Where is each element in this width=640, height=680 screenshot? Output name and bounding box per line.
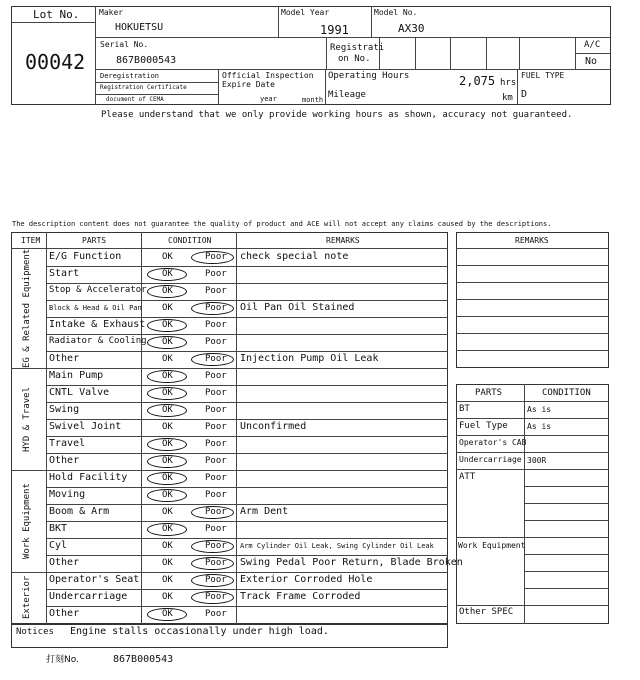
part-name: Operator's Seat	[49, 574, 140, 585]
right-condition-value: As is	[527, 422, 552, 431]
remark-text: Exterior Corroded Hole	[240, 574, 373, 585]
ok-option: OK	[162, 473, 173, 483]
row-divider	[46, 470, 448, 471]
month-label: month	[302, 96, 324, 104]
ok-option: OK	[162, 422, 173, 432]
selection-oval	[147, 489, 187, 502]
remark-text: Unconfirmed	[240, 421, 307, 432]
part-name: Boom & Arm	[49, 506, 110, 517]
divider	[524, 588, 609, 589]
remark-text: Injection Pump Oil Leak	[240, 353, 379, 364]
ok-option: OK	[162, 354, 173, 364]
ok-option: OK	[162, 286, 173, 296]
ok-option: OK	[162, 592, 173, 602]
ok-option: OK	[162, 320, 173, 330]
group-label: EG & Related Equipment	[22, 248, 32, 368]
divider	[456, 299, 609, 300]
poor-option: Poor	[205, 490, 227, 500]
selection-oval	[147, 438, 187, 451]
part-name: BKT	[49, 523, 68, 534]
row-divider	[46, 487, 448, 488]
row-divider	[46, 385, 448, 386]
registration-cert-label: Registration Certificate	[100, 84, 187, 91]
ok-option: OK	[162, 507, 173, 517]
divider	[519, 37, 520, 69]
remark-text: Oil Pan Oil Stained	[240, 302, 355, 313]
row-divider	[46, 402, 448, 403]
remark-text: Arm Cylinder Oil Leak, Swing Cylinder Oil Leak	[240, 542, 434, 550]
fuel-type-label: FUEL TYPE	[521, 71, 565, 80]
ok-option: OK	[162, 405, 173, 415]
ac-value: No	[585, 56, 598, 67]
divider	[456, 333, 609, 334]
ac-label: A/C	[584, 40, 601, 50]
selection-oval	[191, 506, 234, 519]
selection-oval	[191, 353, 234, 366]
part-name: Start	[49, 268, 80, 279]
selection-oval	[147, 608, 187, 621]
divider	[95, 6, 96, 105]
model-year-label: Model Year	[281, 8, 330, 17]
divider	[456, 282, 609, 283]
divider	[524, 520, 609, 521]
remark-text: Arm Dent	[240, 506, 289, 517]
poor-option: Poor	[205, 405, 227, 415]
part-name: Block & Head & Oil Pan	[49, 304, 142, 312]
cema-label: document of CEMA	[106, 96, 164, 103]
ok-option: OK	[162, 337, 173, 347]
row-divider	[46, 538, 448, 539]
poor-option: Poor	[205, 320, 227, 330]
row-divider	[46, 453, 448, 454]
model-no-label: Model No.	[374, 8, 418, 17]
right-part-name: BT	[459, 404, 470, 414]
divider	[415, 37, 416, 69]
disclaimer: The description content does not guarantee the quality of product and ACE will not accept any claims caused by the descriptions.	[12, 220, 552, 228]
divider	[456, 401, 609, 402]
divider	[524, 486, 609, 487]
poor-option: Poor	[205, 575, 227, 585]
divider	[524, 503, 609, 504]
row-divider	[46, 521, 448, 522]
divider	[46, 232, 47, 624]
selection-oval	[147, 387, 187, 400]
part-name: Other	[49, 608, 80, 619]
inspection-label-2: Expire Date	[222, 80, 275, 89]
ok-option: OK	[162, 303, 173, 313]
att-label: ATT	[459, 472, 476, 482]
selection-oval	[147, 455, 187, 468]
operating-hours-value: 2,075	[459, 74, 496, 88]
group-label: Work Equipment	[22, 483, 32, 559]
poor-option: Poor	[205, 371, 227, 381]
stamp-value: 867B000543	[113, 654, 174, 665]
row-divider	[46, 555, 448, 556]
right-condition-value: 300R	[527, 456, 547, 465]
divider	[450, 37, 451, 69]
poor-option: Poor	[205, 303, 227, 313]
selection-oval	[147, 268, 187, 281]
divider	[379, 37, 380, 69]
ok-option: OK	[162, 524, 173, 534]
maker-label: Maker	[99, 8, 124, 17]
selection-oval	[147, 336, 187, 349]
part-name: Travel	[49, 438, 86, 449]
poor-option: Poor	[205, 609, 227, 619]
divider	[95, 37, 611, 38]
divider	[95, 94, 218, 95]
right-condition-header: CONDITION	[542, 388, 591, 398]
divider	[575, 53, 611, 54]
notices-text: Engine stalls occasionally under high load.	[70, 626, 329, 637]
ok-option: OK	[162, 388, 173, 398]
part-name: Hold Facility	[49, 472, 128, 483]
part-name: E/G Function	[49, 251, 122, 262]
ok-option: OK	[162, 609, 173, 619]
fuel-type-value: D	[521, 89, 528, 100]
year-label: year	[260, 95, 277, 103]
remark-text: Track Frame Corroded	[240, 591, 361, 602]
row-divider	[46, 351, 448, 352]
selection-oval	[147, 319, 187, 332]
row-divider	[46, 504, 448, 505]
part-name: Swing	[49, 404, 80, 415]
ok-option: OK	[162, 541, 173, 551]
poor-option: Poor	[205, 456, 227, 466]
poor-option: Poor	[205, 252, 227, 262]
inspection-label: Official Inspection	[222, 71, 314, 80]
work-equipment-label: Work Equipment	[458, 541, 526, 550]
poor-option: Poor	[205, 439, 227, 449]
selection-oval	[191, 591, 234, 604]
poor-option: Poor	[205, 507, 227, 517]
selection-oval	[191, 557, 234, 570]
hours-note: Please understand that we only provide working hours as shown, accuracy not guaranteed.	[101, 110, 573, 120]
right-remarks-header: REMARKS	[515, 236, 549, 245]
part-name: Stop & Accelerator	[49, 285, 147, 295]
row-divider	[46, 436, 448, 437]
part-name: Intake & Exhaust	[49, 319, 146, 330]
divider	[456, 605, 609, 606]
right-condition-value: As is	[527, 405, 552, 414]
ok-option: OK	[162, 575, 173, 585]
part-name: Cyl	[49, 540, 68, 551]
header-remarks: REMARKS	[326, 236, 360, 245]
divider	[456, 350, 609, 351]
divider	[218, 69, 219, 105]
divider	[278, 6, 279, 37]
header-condition: CONDITION	[168, 236, 212, 245]
divider	[456, 469, 609, 470]
row-divider	[46, 606, 448, 607]
divider	[517, 69, 518, 105]
ok-option: OK	[162, 490, 173, 500]
poor-option: Poor	[205, 473, 227, 483]
ok-option: OK	[162, 558, 173, 568]
lot-number: 00042	[25, 50, 86, 74]
poor-option: Poor	[205, 422, 227, 432]
right-part-name: Undercarriage	[459, 455, 522, 464]
part-name: Other	[49, 455, 80, 466]
selection-oval	[147, 404, 187, 417]
right-part-name: Operator's CAB	[459, 438, 527, 447]
km-unit: km	[502, 93, 513, 103]
part-name: Other	[49, 557, 80, 568]
poor-option: Poor	[205, 354, 227, 364]
divider	[456, 452, 609, 453]
selection-oval	[191, 251, 234, 264]
row-divider	[46, 283, 448, 284]
row-divider	[46, 368, 448, 369]
remark-text: Swing Pedal Poor Return, Blade Broken	[240, 557, 463, 568]
divider	[325, 69, 326, 105]
ok-option: OK	[162, 252, 173, 262]
divider	[524, 571, 609, 572]
right-part-name: Fuel Type	[459, 421, 508, 431]
ok-option: OK	[162, 456, 173, 466]
deregistration-label: Deregistration	[100, 72, 160, 80]
row-divider	[46, 266, 448, 267]
header-parts: PARTS	[82, 236, 107, 245]
header-item: ITEM	[21, 236, 41, 245]
divider	[326, 37, 327, 69]
divider	[456, 265, 609, 266]
maker-value: HOKUETSU	[115, 22, 164, 33]
selection-oval	[191, 540, 234, 553]
selection-oval	[147, 523, 187, 536]
divider	[524, 554, 609, 555]
divider	[456, 316, 609, 317]
model-no-value: AX30	[398, 22, 425, 35]
ok-option: OK	[162, 371, 173, 381]
selection-oval	[191, 574, 234, 587]
part-name: CNTL Valve	[49, 387, 110, 398]
divider	[11, 22, 95, 23]
hrs-unit: hrs	[500, 78, 517, 88]
selection-oval	[147, 370, 187, 383]
ok-option: OK	[162, 269, 173, 279]
other-spec-label: Other SPEC	[459, 607, 514, 617]
registration-label: Registrati	[330, 43, 385, 53]
divider	[11, 248, 448, 249]
row-divider	[46, 572, 448, 573]
divider	[456, 248, 609, 249]
poor-option: Poor	[205, 524, 227, 534]
part-name: Swivel Joint	[49, 421, 122, 432]
poor-option: Poor	[205, 541, 227, 551]
row-divider	[46, 300, 448, 301]
serial-label: Serial No.	[100, 40, 149, 49]
poor-option: Poor	[205, 337, 227, 347]
divider	[456, 418, 609, 419]
ok-option: OK	[162, 439, 173, 449]
group-label: Exterior	[22, 575, 32, 620]
selection-oval	[147, 472, 187, 485]
notices-label: Notices	[16, 627, 54, 637]
divider	[371, 6, 372, 37]
operating-hours-label: Operating Hours	[328, 71, 410, 81]
divider	[95, 69, 611, 70]
row-divider	[46, 419, 448, 420]
registration-label-2: on No.	[338, 54, 371, 64]
part-name: Main Pump	[49, 370, 104, 381]
poor-option: Poor	[205, 269, 227, 279]
poor-option: Poor	[205, 388, 227, 398]
serial-value: 867B000543	[116, 55, 177, 66]
row-divider	[46, 589, 448, 590]
row-divider	[46, 317, 448, 318]
right-parts-header: PARTS	[475, 388, 503, 398]
selection-oval	[147, 285, 187, 298]
divider	[236, 232, 237, 624]
divider	[456, 537, 609, 538]
part-name: Radiator & Cooling	[49, 336, 147, 346]
mileage-label: Mileage	[328, 90, 366, 100]
stamp-label: 打刻No.	[46, 655, 79, 665]
poor-option: Poor	[205, 286, 227, 296]
row-divider	[46, 334, 448, 335]
divider	[486, 37, 487, 69]
part-name: Moving	[49, 489, 86, 500]
model-year-value: 1991	[320, 23, 349, 37]
remark-text: check special note	[240, 251, 349, 262]
selection-oval	[191, 302, 234, 315]
poor-option: Poor	[205, 592, 227, 602]
poor-option: Poor	[205, 558, 227, 568]
part-name: Other	[49, 353, 80, 364]
lot-label: Lot No.	[33, 8, 80, 21]
group-label: HYD & Travel	[22, 386, 32, 452]
divider	[95, 82, 218, 83]
part-name: Undercarriage	[49, 591, 128, 602]
right-remarks-box	[456, 232, 609, 368]
divider	[456, 435, 609, 436]
